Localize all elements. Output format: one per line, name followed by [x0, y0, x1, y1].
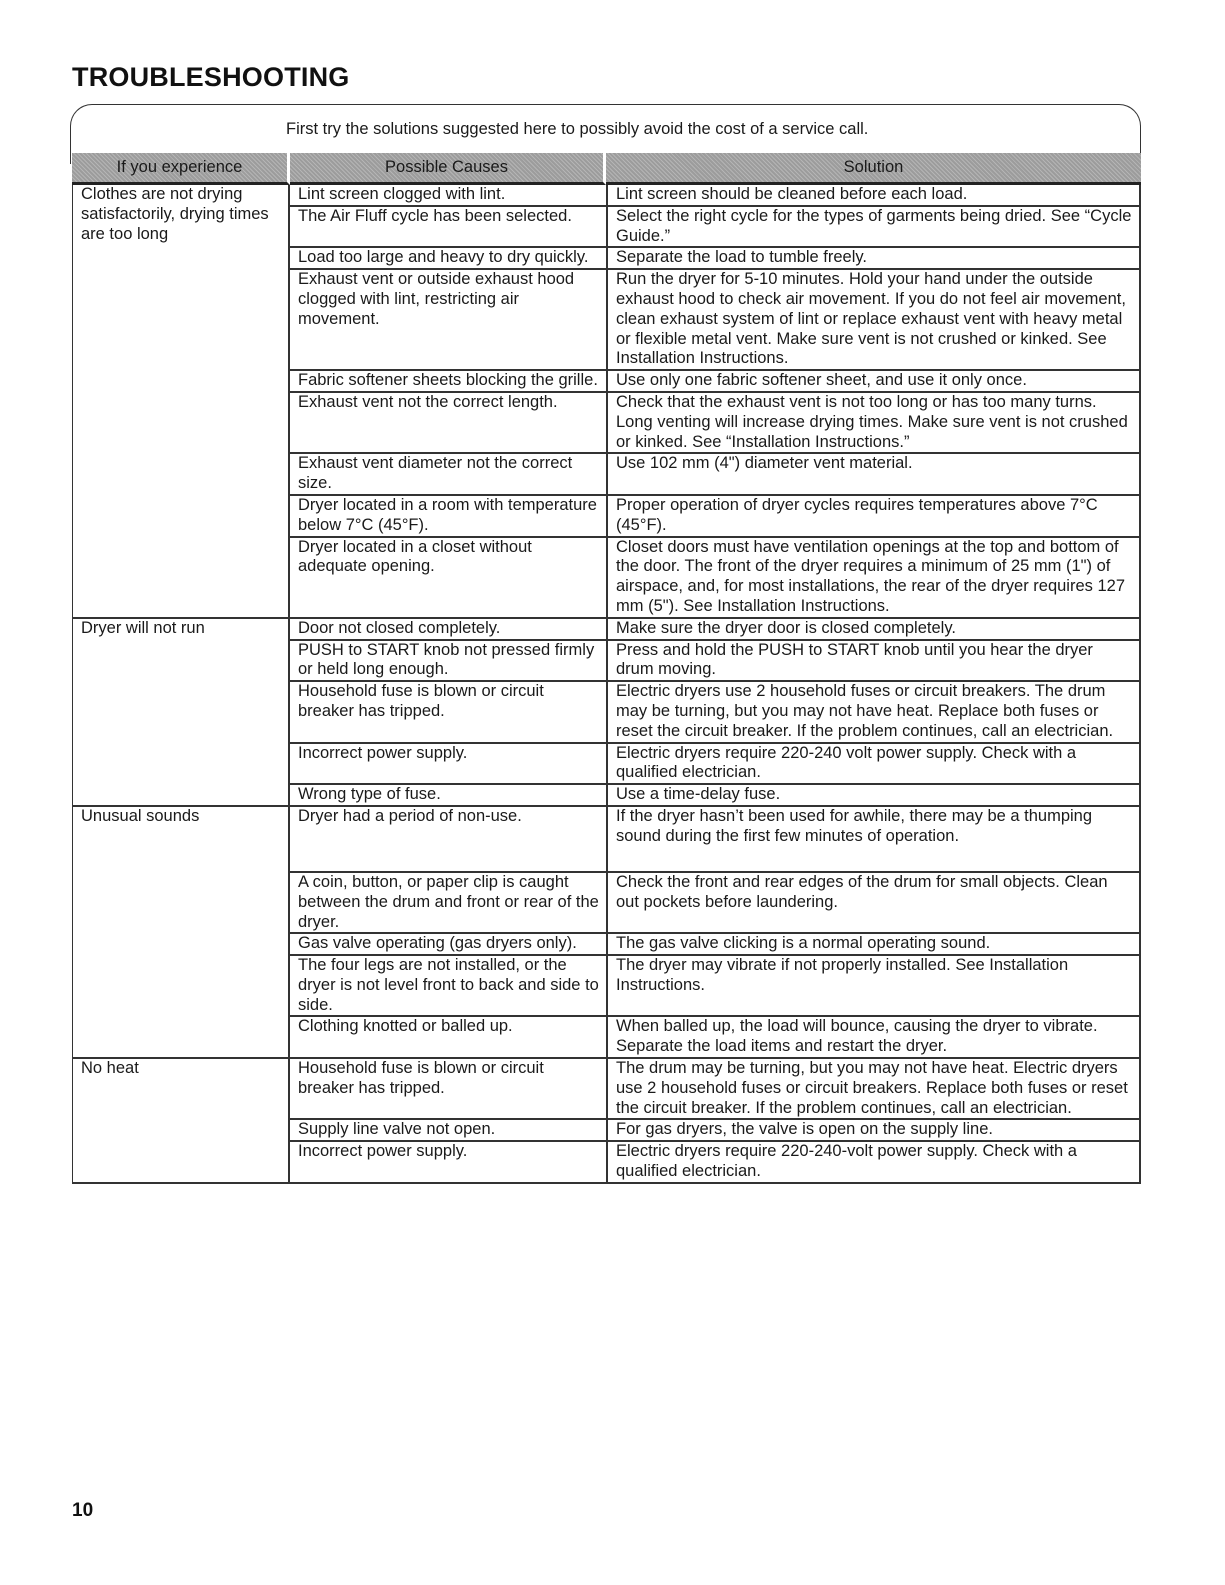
solution-cell: Electric dryers use 2 household fuses or circuit breakers. The drum may be turning, but you may not have heat. Replace both fuses or reset the circuit breaker. If the problem continues, call an electrician. [606, 682, 1141, 743]
solution-cell: Separate the load to tumble freely. [606, 248, 1141, 270]
cause-cell: Dryer had a period of non-use. [290, 807, 606, 873]
solution-cell: The drum may be turning, but you may not have heat. Electric dryers use 2 household fuses or circuit breakers. Replace both fuses or reset the circuit breaker. If the problem continues, call an electrician. [606, 1059, 1141, 1120]
cause-cell: Household fuse is blown or circuit breaker has tripped. [290, 1059, 606, 1120]
solution-cell: Check the front and rear edges of the drum for small objects. Clean out pockets before laundering. [606, 873, 1141, 934]
solution-cell: Lint screen should be cleaned before each load. [606, 185, 1141, 207]
table-row [72, 619, 1141, 641]
solution-cell: Run the dryer for 5-10 minutes. Hold your hand under the outside exhaust hood to check air movement. If you do not feel air movement, clean exhaust system of lint or replace exhaust vent with heavy metal or flexible metal vent. Make sure vent is not crushed or kinked. See Installation Instructions. [606, 270, 1141, 371]
table-row [72, 807, 1141, 873]
solution-cell: Use only one fabric softener sheet, and use it only once. [606, 371, 1141, 393]
solution-cell: Select the right cycle for the types of garments being dried. See “Cycle Guide.” [606, 207, 1141, 249]
cause-cell: Load too large and heavy to dry quickly. [290, 248, 606, 270]
cause-cell: The Air Fluff cycle has been selected. [290, 207, 606, 249]
cause-cell: Lint screen clogged with lint. [290, 185, 606, 207]
cause-cell: Wrong type of fuse. [290, 785, 606, 807]
solution-cell: Closet doors must have ventilation openings at the top and bottom of the door. The front of the dryer requires a minimum of 25 mm (1") of airspace, and, for most installations, the rear of the dryer requires 127 mm (5"). See Installation Instructions. [606, 538, 1141, 619]
solution-cell: The dryer may vibrate if not properly installed. See Installation Instructions. [606, 956, 1141, 1017]
solution-cell: Make sure the dryer door is closed completely. [606, 619, 1141, 641]
header-solution: Solution [606, 153, 1141, 185]
cause-cell: Exhaust vent diameter not the correct size. [290, 454, 606, 496]
cause-cell: Incorrect power supply. [290, 744, 606, 786]
cause-cell: PUSH to START knob not pressed firmly or held long enough. [290, 641, 606, 683]
solution-cell: Use 102 mm (4") diameter vent material. [606, 454, 1141, 496]
solution-cell: The gas valve clicking is a normal operating sound. [606, 934, 1141, 956]
problem-cell: No heat [72, 1059, 290, 1184]
solution-cell: Electric dryers require 220-240-volt power supply. Check with a qualified electrician. [606, 1142, 1141, 1184]
solution-cell: Electric dryers require 220-240 volt power supply. Check with a qualified electrician. [606, 744, 1141, 786]
table-row [72, 1059, 1141, 1120]
header-problem: If you experience [72, 153, 290, 185]
cause-cell: Exhaust vent not the correct length. [290, 393, 606, 454]
table-row [72, 185, 1141, 207]
cause-cell: Household fuse is blown or circuit breaker has tripped. [290, 682, 606, 743]
solution-cell: Press and hold the PUSH to START knob until you hear the dryer drum moving. [606, 641, 1141, 683]
cause-cell: Supply line valve not open. [290, 1120, 606, 1142]
table-header-row [72, 153, 1141, 185]
page-title: TROUBLESHOOTING [72, 62, 350, 92]
solution-cell: When balled up, the load will bounce, causing the dryer to vibrate. Separate the load items and restart the dryer. [606, 1017, 1141, 1059]
cause-cell: Gas valve operating (gas dryers only). [290, 934, 606, 956]
troubleshooting-table [72, 153, 1141, 1184]
intro-text: First try the solutions suggested here to possibly avoid the cost of a service call. [286, 120, 869, 138]
table-body [72, 185, 1141, 1184]
cause-cell: Door not closed completely. [290, 619, 606, 641]
cause-cell: Incorrect power supply. [290, 1142, 606, 1184]
cause-cell: Dryer located in a room with temperature below 7°C (45°F). [290, 496, 606, 538]
header-cause: Possible Causes [290, 153, 606, 185]
cause-cell: Dryer located in a closet without adequate opening. [290, 538, 606, 619]
cause-cell: The four legs are not installed, or the dryer is not level front to back and side to side. [290, 956, 606, 1017]
solution-cell: If the dryer hasn’t been used for awhile, there may be a thumping sound during the first few minutes of operation. [606, 807, 1141, 873]
cause-cell: Exhaust vent or outside exhaust hood clogged with lint, restricting air movement. [290, 270, 606, 371]
cause-cell: Clothing knotted or balled up. [290, 1017, 606, 1059]
cause-cell: A coin, button, or paper clip is caught between the drum and front or rear of the dryer. [290, 873, 606, 934]
cause-cell: Fabric softener sheets blocking the grille. [290, 371, 606, 393]
solution-cell: Check that the exhaust vent is not too long or has too many turns. Long venting will increase drying times. Make sure vent is not crushed or kinked. See “Installation Instructions.” [606, 393, 1141, 454]
solution-cell: Use a time-delay fuse. [606, 785, 1141, 807]
problem-cell: Clothes are not drying satisfactorily, drying times are too long [72, 185, 290, 619]
solution-cell: For gas dryers, the valve is open on the supply line. [606, 1120, 1141, 1142]
problem-cell: Dryer will not run [72, 619, 290, 807]
problem-cell: Unusual sounds [72, 807, 290, 1059]
page-number: 10 [72, 1500, 94, 1521]
solution-cell: Proper operation of dryer cycles requires temperatures above 7°C (45°F). [606, 496, 1141, 538]
